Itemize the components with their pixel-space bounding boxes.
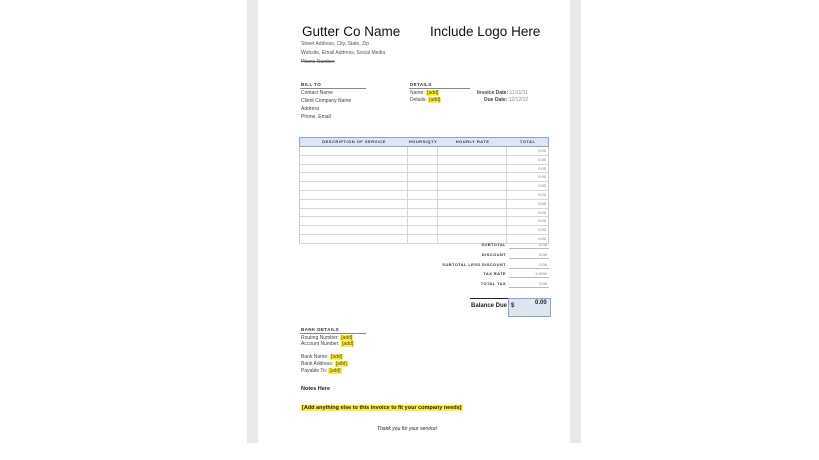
subtotal-value[interactable]: 0.00 bbox=[509, 241, 549, 249]
bill-to-line[interactable]: Address bbox=[301, 106, 320, 112]
balance-due-label: Balance Due bbox=[471, 303, 508, 309]
table-row[interactable] bbox=[299, 156, 549, 165]
invoice-date-value[interactable]: 11/11/11 bbox=[509, 90, 528, 96]
table-cell-description[interactable] bbox=[300, 200, 408, 208]
bill-to-line[interactable]: Phone, Email bbox=[301, 114, 331, 120]
table-cell-qty[interactable] bbox=[408, 226, 438, 234]
table-row[interactable] bbox=[299, 182, 549, 191]
table-cell-rate[interactable] bbox=[438, 182, 507, 190]
table-cell-rate[interactable] bbox=[438, 217, 507, 225]
payable-row[interactable] bbox=[301, 368, 342, 374]
discount-value[interactable]: 0.00 bbox=[509, 251, 549, 259]
details-details-row[interactable] bbox=[410, 97, 441, 103]
table-cell-total[interactable]: 0.00 bbox=[538, 191, 547, 197]
table-cell-total[interactable]: 0.00 bbox=[538, 156, 547, 162]
table-row[interactable] bbox=[299, 217, 549, 226]
notes-highlight[interactable] bbox=[301, 405, 463, 411]
payable-value[interactable]: [add] bbox=[329, 368, 341, 374]
table-body bbox=[299, 147, 549, 244]
table-cell-description[interactable] bbox=[300, 226, 408, 234]
table-cell-qty[interactable] bbox=[408, 182, 438, 190]
thank-you-text[interactable]: Thank you for your service! bbox=[377, 426, 438, 432]
table-row[interactable] bbox=[299, 200, 549, 209]
subtotal-less-discount-label: SUBTOTAL LESS DISCOUNT bbox=[442, 262, 506, 267]
table-cell-description[interactable] bbox=[300, 173, 408, 181]
table-row[interactable] bbox=[299, 165, 549, 174]
table-row[interactable] bbox=[299, 147, 549, 156]
table-cell-total[interactable]: 0.00 bbox=[538, 218, 547, 224]
bank-name-row[interactable] bbox=[301, 354, 343, 360]
total-tax-value[interactable]: 0.00 bbox=[509, 280, 549, 288]
table-cell-qty[interactable] bbox=[408, 191, 438, 199]
table-cell-qty[interactable] bbox=[408, 200, 438, 208]
subtotal-label: SUBTOTAL bbox=[481, 242, 506, 247]
bank-name-value[interactable]: [add] bbox=[330, 354, 343, 360]
details-rule bbox=[409, 88, 470, 89]
routing-label: Routing Number: bbox=[301, 335, 339, 341]
table-header-qty: HOURS/QTY bbox=[408, 139, 438, 144]
notes-heading[interactable]: Notes Here bbox=[301, 386, 331, 392]
subtotal-less-discount-value[interactable]: 0.00 bbox=[509, 261, 549, 269]
table-row[interactable] bbox=[299, 173, 549, 182]
table-header-description: DESCRIPTION OF SERVICE bbox=[322, 139, 386, 144]
details-name-value[interactable]: [add] bbox=[427, 90, 439, 96]
table-cell-rate[interactable] bbox=[438, 156, 507, 164]
company-name[interactable]: Gutter Co Name bbox=[302, 24, 401, 39]
table-cell-rate[interactable] bbox=[438, 209, 507, 217]
bill-to-heading: BILL TO bbox=[301, 82, 322, 87]
table-cell-qty[interactable] bbox=[408, 173, 438, 181]
bank-name-label: Bank Name: bbox=[301, 354, 329, 360]
due-date-row[interactable] bbox=[484, 97, 528, 103]
table-cell-description[interactable] bbox=[300, 156, 408, 164]
table-cell-rate[interactable] bbox=[438, 200, 507, 208]
details-heading: DETAILS bbox=[410, 82, 432, 87]
table-cell-rate[interactable] bbox=[438, 191, 507, 199]
payable-label: Payable To: bbox=[301, 368, 328, 374]
table-cell-qty[interactable] bbox=[408, 209, 438, 217]
table-cell-total[interactable]: 0.00 bbox=[538, 183, 547, 189]
services-table bbox=[299, 137, 549, 244]
table-cell-description[interactable] bbox=[300, 191, 408, 199]
invoice-date-row[interactable] bbox=[477, 90, 528, 96]
bill-to-line[interactable]: Contact Name bbox=[301, 90, 333, 96]
account-value[interactable]: [add] bbox=[342, 341, 354, 347]
account-row[interactable] bbox=[301, 341, 354, 347]
total-tax-label: TOTAL TAX bbox=[480, 281, 506, 286]
details-name-row[interactable] bbox=[410, 90, 439, 96]
discount-label: DISCOUNT bbox=[481, 252, 506, 257]
table-cell-total[interactable]: 0.00 bbox=[538, 235, 547, 241]
tax-rate-label: TAX RATE bbox=[483, 271, 506, 276]
bank-rule bbox=[300, 333, 366, 334]
table-cell-rate[interactable] bbox=[438, 165, 507, 173]
bill-to-rule bbox=[300, 88, 366, 89]
table-row[interactable] bbox=[299, 209, 549, 218]
due-date-value[interactable]: 12/12/12 bbox=[508, 97, 529, 103]
balance-due-value[interactable]: 0.00 bbox=[535, 300, 547, 306]
table-cell-description[interactable] bbox=[300, 147, 408, 155]
table-cell-description[interactable] bbox=[300, 209, 408, 217]
details-details-label: Details: bbox=[410, 97, 427, 103]
notes-highlight-text[interactable]: [Add anything else to this invoice to fit your company needs] bbox=[302, 405, 462, 411]
bank-address-label: Bank Address: bbox=[301, 361, 334, 367]
table-cell-qty[interactable] bbox=[408, 165, 438, 173]
table-cell-total[interactable]: 0.00 bbox=[538, 200, 547, 206]
details-details-value[interactable]: [add] bbox=[429, 97, 441, 103]
company-phone[interactable]: Phone Number bbox=[301, 59, 335, 65]
routing-value[interactable]: [add] bbox=[341, 335, 353, 341]
table-cell-description[interactable] bbox=[300, 182, 408, 190]
table-cell-qty[interactable] bbox=[408, 217, 438, 225]
account-label: Account Number: bbox=[301, 341, 340, 347]
table-cell-description[interactable] bbox=[300, 165, 408, 173]
page-margin-right bbox=[570, 0, 581, 443]
page-margin-left bbox=[247, 0, 258, 443]
due-date-label: Due Date: bbox=[484, 97, 508, 103]
company-address[interactable]: Street Address, City, State, Zip bbox=[301, 41, 369, 47]
table-cell-total[interactable]: 0.00 bbox=[538, 227, 547, 233]
bank-address-row[interactable] bbox=[301, 361, 348, 367]
logo-placeholder[interactable]: Include Logo Here bbox=[430, 24, 541, 39]
table-cell-description[interactable] bbox=[300, 217, 408, 225]
details-name-label: Name: bbox=[410, 90, 425, 96]
bank-heading: BANK DETAILS bbox=[301, 327, 339, 332]
table-header-rate: HOURLY RATE bbox=[455, 139, 490, 144]
table-cell-qty[interactable] bbox=[408, 156, 438, 164]
table-cell-qty[interactable] bbox=[408, 147, 438, 155]
company-web[interactable]: Website, Email Address, Social Media bbox=[301, 50, 386, 56]
table-cell-total[interactable]: 0.00 bbox=[538, 174, 547, 180]
table-cell-rate[interactable] bbox=[438, 147, 507, 155]
table-cell-rate[interactable] bbox=[438, 173, 507, 181]
bill-to-line[interactable]: Client Company Name bbox=[301, 98, 352, 104]
bank-address-value[interactable]: [add] bbox=[335, 361, 347, 367]
table-cell-description[interactable] bbox=[300, 235, 408, 243]
table-cell-total[interactable]: 0.00 bbox=[538, 209, 547, 215]
table-cell-total[interactable]: 0.00 bbox=[538, 165, 547, 171]
table-row[interactable] bbox=[299, 191, 549, 200]
table-header bbox=[299, 137, 549, 147]
tax-rate-value[interactable]: 0.00% bbox=[509, 270, 549, 278]
table-cell-total[interactable]: 0.00 bbox=[538, 148, 547, 153]
invoice-date-label: Invoice Date: bbox=[477, 90, 509, 96]
balance-currency: $ bbox=[511, 303, 515, 309]
table-row[interactable] bbox=[299, 226, 549, 235]
table-cell-rate[interactable] bbox=[438, 226, 507, 234]
table-header-total: TOTAL bbox=[519, 139, 536, 144]
